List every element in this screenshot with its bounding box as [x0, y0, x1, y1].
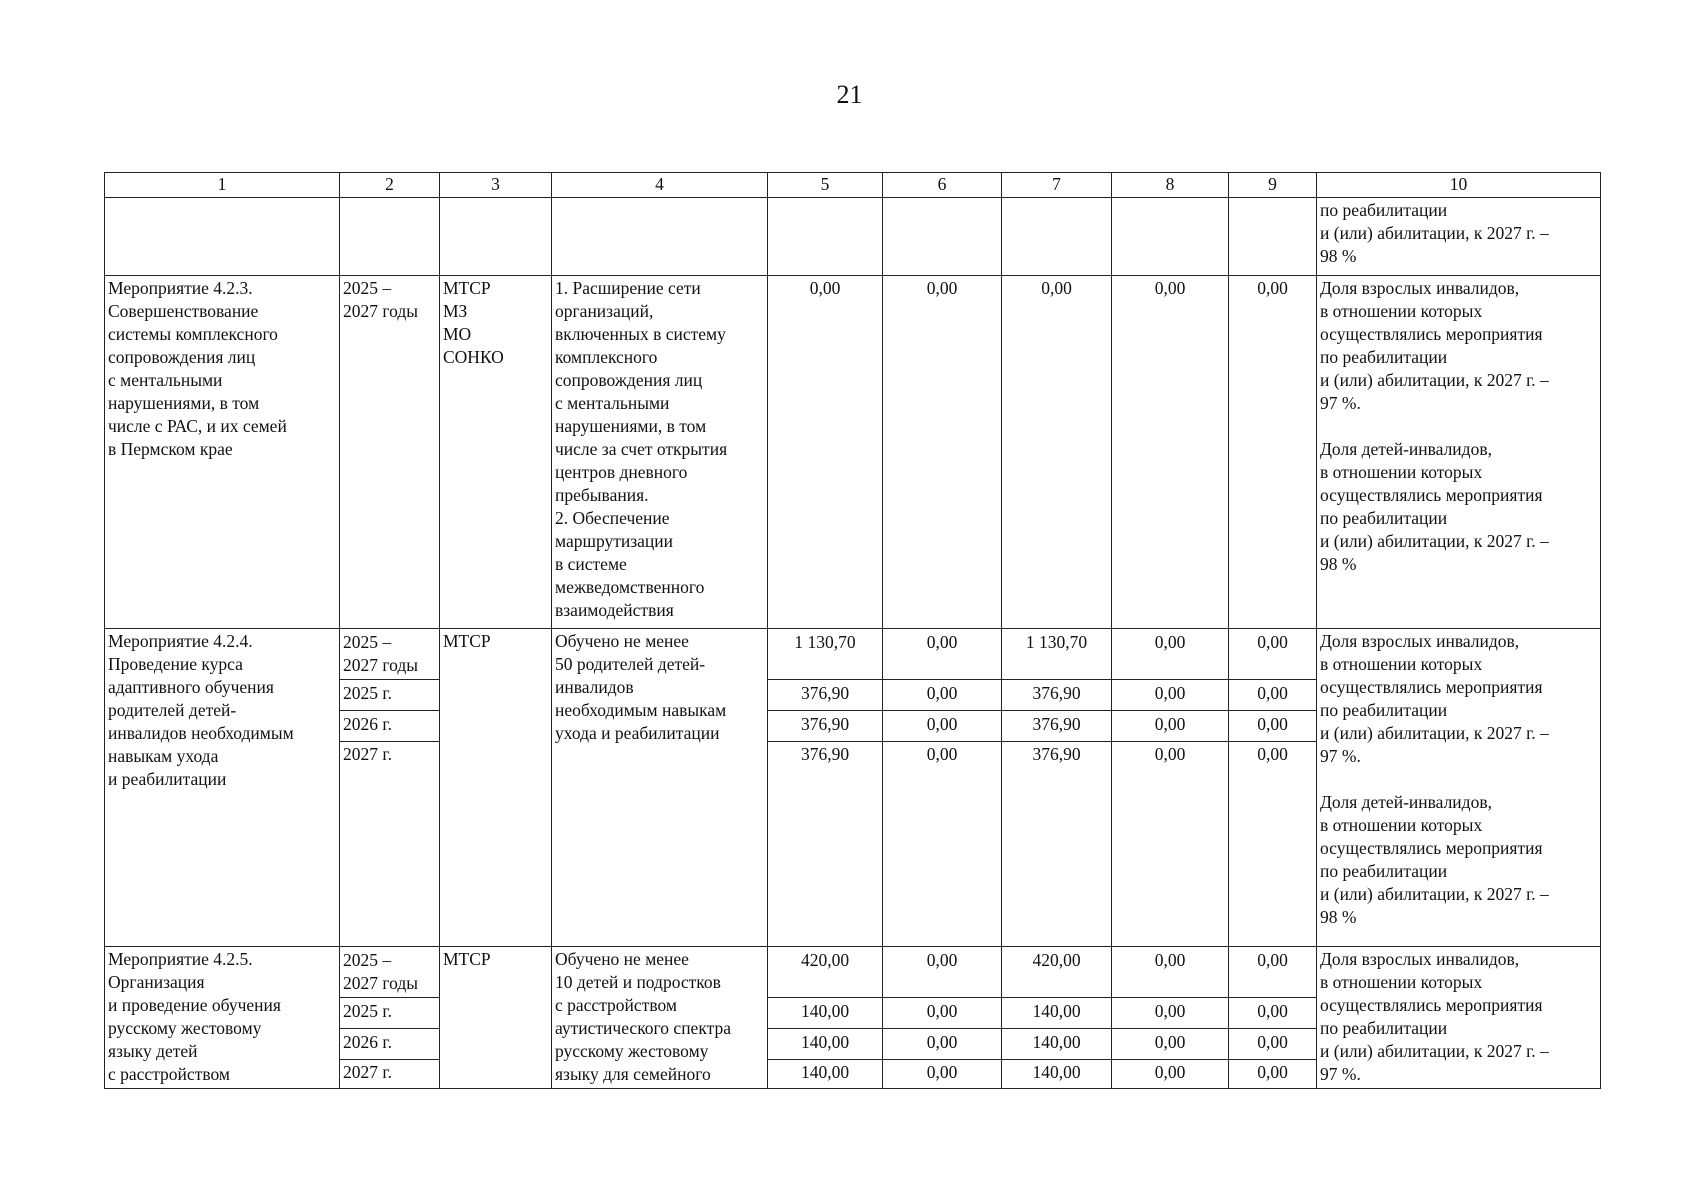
- measure-4-2-5-2025-col8: 0,00: [1112, 998, 1229, 1029]
- col-header-5: 5: [768, 173, 883, 198]
- measure-4-2-5-period-2026: 2026 г.: [340, 1029, 440, 1060]
- col-header-6: 6: [883, 173, 1002, 198]
- page-number: 21: [836, 80, 863, 109]
- measure-4-2-5-total-col9: 0,00: [1229, 947, 1317, 998]
- measure-4-2-3-result: 1. Расширение сети организаций, включенных в систему комплексного сопровождения лиц с ментальными нарушениями, в том числе за счет открытия центров дневного пребывания. 2. Обеспечение маршрутизации в системе межведомственного взаимодействия: [552, 276, 768, 629]
- measure-4-2-5-2026-col6: 0,00: [883, 1029, 1002, 1060]
- measure-4-2-5-total-col5: 420,00: [768, 947, 883, 998]
- measure-4-2-3-period: 2025 – 2027 годы: [340, 276, 440, 629]
- measure-4-2-5-2025-col6: 0,00: [883, 998, 1002, 1029]
- measure-4-2-5-2026-col5: 140,00: [768, 1029, 883, 1060]
- measure-4-2-4-row-total: [105, 629, 1601, 680]
- measure-4-2-4-2026-col7: 376,90: [1002, 711, 1112, 742]
- col-header-8: 8: [1112, 173, 1229, 198]
- measures-table: [104, 172, 1601, 1089]
- measure-4-2-4-executors: МТСР: [440, 629, 552, 947]
- measure-4-2-4-period-2027: 2027 г.: [340, 742, 440, 947]
- measure-4-2-4-total-col6: 0,00: [883, 629, 1002, 680]
- measure-4-2-4-2025-col6: 0,00: [883, 680, 1002, 711]
- measure-4-2-4-2026-col5: 376,90: [768, 711, 883, 742]
- measure-4-2-4-period-2025: 2025 г.: [340, 680, 440, 711]
- measure-4-2-4-2027-col8: 0,00: [1112, 742, 1229, 947]
- measure-4-2-3-col6: 0,00: [883, 276, 1002, 629]
- measure-4-2-5-2025-col9: 0,00: [1229, 998, 1317, 1029]
- col-header-9: 9: [1229, 173, 1317, 198]
- measure-4-2-5-row-total: [105, 947, 1601, 998]
- measure-4-2-5-2027-col9: 0,00: [1229, 1060, 1317, 1089]
- measure-4-2-3-row: [105, 276, 1601, 629]
- measure-4-2-4-2027-col9: 0,00: [1229, 742, 1317, 947]
- indicator-adults: Доля взрослых инвалидов, в отношении которых осуществлялись мероприятия по реабилитации и (или) абилитации, к 2027 г. – 97 %.: [1320, 631, 1549, 766]
- measure-4-2-4-2026-col6: 0,00: [883, 711, 1002, 742]
- measure-4-2-4-period-total: 2025 – 2027 годы: [340, 629, 440, 680]
- col-header-1: 1: [105, 173, 340, 198]
- measure-4-2-5-2027-col8: 0,00: [1112, 1060, 1229, 1089]
- measure-4-2-5-period-2027: 2027 г.: [340, 1060, 440, 1089]
- measure-4-2-4-name: Мероприятие 4.2.4. Проведение курса адаптивного обучения родителей детей- инвалидов необходимым навыкам ухода и реабилитации: [105, 629, 340, 947]
- measure-4-2-4-2025-col7: 376,90: [1002, 680, 1112, 711]
- measure-4-2-5-2026-col7: 140,00: [1002, 1029, 1112, 1060]
- measure-4-2-4-total-col7: 1 130,70: [1002, 629, 1112, 680]
- measure-4-2-3-executors: МТСР МЗ МО СОНКО: [440, 276, 552, 629]
- measure-4-2-3-indicators: [1317, 276, 1601, 629]
- indicator-children: Доля детей-инвалидов, в отношении которых осуществлялись мероприятия по реабилитации и (или) абилитации, к 2027 г. – 98 %: [1320, 439, 1549, 574]
- measure-4-2-4-2026-col8: 0,00: [1112, 711, 1229, 742]
- measure-4-2-4-total-col8: 0,00: [1112, 629, 1229, 680]
- measure-4-2-4-2027-col6: 0,00: [883, 742, 1002, 947]
- measure-4-2-3-col7: 0,00: [1002, 276, 1112, 629]
- col-header-3: 3: [440, 173, 552, 198]
- measure-4-2-5-2027-col6: 0,00: [883, 1060, 1002, 1089]
- col-header-7: 7: [1002, 173, 1112, 198]
- measure-4-2-5-2025-col7: 140,00: [1002, 998, 1112, 1029]
- measure-4-2-5-total-col6: 0,00: [883, 947, 1002, 998]
- measure-4-2-3-col5: 0,00: [768, 276, 883, 629]
- col-header-4: 4: [552, 173, 768, 198]
- header-row: [105, 173, 1601, 198]
- measure-4-2-4-total-col5: 1 130,70: [768, 629, 883, 680]
- measure-4-2-5-2027-col5: 140,00: [768, 1060, 883, 1089]
- measure-4-2-4-total-col9: 0,00: [1229, 629, 1317, 680]
- measure-4-2-5-2025-col5: 140,00: [768, 998, 883, 1029]
- measure-4-2-3-col9: 0,00: [1229, 276, 1317, 629]
- measure-4-2-5-result: Обучено не менее 10 детей и подростков с расстройством аутистического спектра русскому жестовому языку для семейного: [552, 947, 768, 1089]
- measure-4-2-5-name: Мероприятие 4.2.5. Организация и проведение обучения русскому жестовому языку детей с расстройством: [105, 947, 340, 1089]
- continuation-row: [105, 198, 1601, 276]
- measure-4-2-4-2026-col9: 0,00: [1229, 711, 1317, 742]
- measure-4-2-3-col8: 0,00: [1112, 276, 1229, 629]
- col-header-10: 10: [1317, 173, 1601, 198]
- measure-4-2-5-total-col7: 420,00: [1002, 947, 1112, 998]
- measure-4-2-4-2025-col8: 0,00: [1112, 680, 1229, 711]
- measure-4-2-5-indicators: Доля взрослых инвалидов, в отношении которых осуществлялись мероприятия по реабилитации и (или) абилитации, к 2027 г. – 97 %.: [1317, 947, 1601, 1089]
- measure-4-2-4-2025-col5: 376,90: [768, 680, 883, 711]
- measure-4-2-4-period-2026: 2026 г.: [340, 711, 440, 742]
- measure-4-2-4-result: Обучено не менее 50 родителей детей- инвалидов необходимым навыкам ухода и реабилитации: [552, 629, 768, 947]
- indicator-children: Доля детей-инвалидов, в отношении которых осуществлялись мероприятия по реабилитации и (или) абилитации, к 2027 г. – 98 %: [1320, 792, 1549, 927]
- measure-4-2-4-2025-col9: 0,00: [1229, 680, 1317, 711]
- measure-4-2-5-period-2025: 2025 г.: [340, 998, 440, 1029]
- measure-4-2-5-2027-col7: 140,00: [1002, 1060, 1112, 1089]
- col-header-2: 2: [340, 173, 440, 198]
- measure-4-2-5-total-col8: 0,00: [1112, 947, 1229, 998]
- measure-4-2-3-name: Мероприятие 4.2.3. Совершенствование системы комплексного сопровождения лиц с ментальными нарушениями, в том числе с РАС, и их семей в Пермском крае: [105, 276, 340, 629]
- measure-4-2-5-2026-col9: 0,00: [1229, 1029, 1317, 1060]
- measure-4-2-5-2026-col8: 0,00: [1112, 1029, 1229, 1060]
- measure-4-2-5-executors: МТСР: [440, 947, 552, 1089]
- continuation-indicator: по реабилитации и (или) абилитации, к 2027 г. – 98 %: [1317, 198, 1601, 276]
- measure-4-2-5-period-total: 2025 – 2027 годы: [340, 947, 440, 998]
- measure-4-2-4-indicators: [1317, 629, 1601, 947]
- indicator-adults: Доля взрослых инвалидов, в отношении которых осуществлялись мероприятия по реабилитации и (или) абилитации, к 2027 г. – 97 %.: [1320, 278, 1549, 413]
- measure-4-2-4-2027-col5: 376,90: [768, 742, 883, 947]
- measure-4-2-4-2027-col7: 376,90: [1002, 742, 1112, 947]
